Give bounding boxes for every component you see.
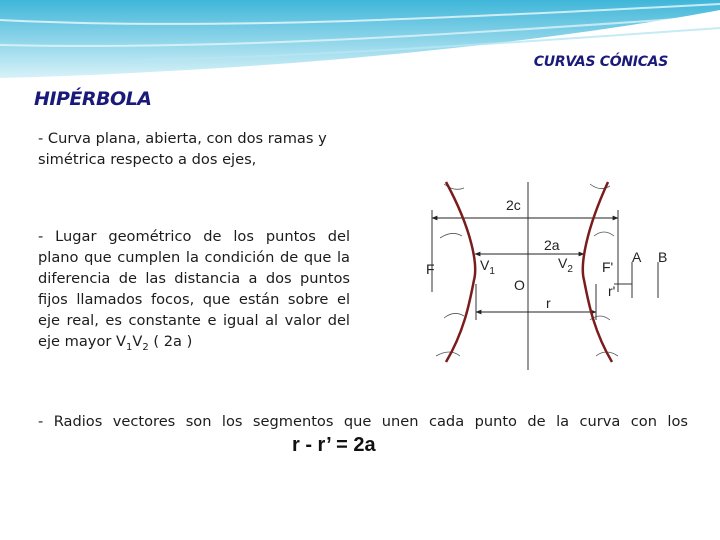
label-V1-sub: 1 <box>489 266 495 277</box>
bullet2-sub1: 1 <box>126 341 133 353</box>
header-title: CURVAS CÓNICAS <box>533 54 668 70</box>
bullet-definition-2 <box>38 226 350 358</box>
label-V1-letter: V <box>480 257 490 273</box>
bullet2-v: V <box>132 333 143 350</box>
label-r-prime: r' <box>608 283 616 299</box>
label-V2-sub: 2 <box>567 264 573 275</box>
label-V2 <box>558 255 573 275</box>
label-2c: 2c <box>506 197 521 213</box>
hyperbola-branch-left <box>446 182 475 362</box>
label-A: A <box>632 249 642 265</box>
label-2a: 2a <box>544 237 560 253</box>
bullet2-sub2: 2 <box>142 341 149 353</box>
bullet-definition-1: - Curva plana, abierta, con dos ramas y simétrica respecto a dos ejes, <box>38 130 327 168</box>
label-B: B <box>658 249 668 265</box>
label-F: F <box>426 261 435 277</box>
label-F-prime: F' <box>602 259 614 275</box>
construction-marks <box>436 184 618 356</box>
bullet-definition-3: - Radios vectores son los segmentos que unen cada punto de la curva con los <box>38 413 688 430</box>
hyperbola-diagram <box>410 180 710 370</box>
bullet2-end: ( 2a ) <box>148 333 193 350</box>
label-r: r <box>546 295 551 311</box>
label-O: O <box>514 277 525 293</box>
bullet2-text: - Lugar geométrico de los puntos del plano que cumplen la condición de que la diferencia de las distancia a dos puntos fijos llamados focos, que están sobre el eje real, es constante e igual al valor del eje mayor V <box>38 228 350 350</box>
label-V2-letter: V <box>558 255 568 271</box>
formula: r - r’ = 2a <box>292 434 376 456</box>
page-title: HIPÉRBOLA <box>34 88 152 110</box>
label-V1 <box>480 257 495 277</box>
